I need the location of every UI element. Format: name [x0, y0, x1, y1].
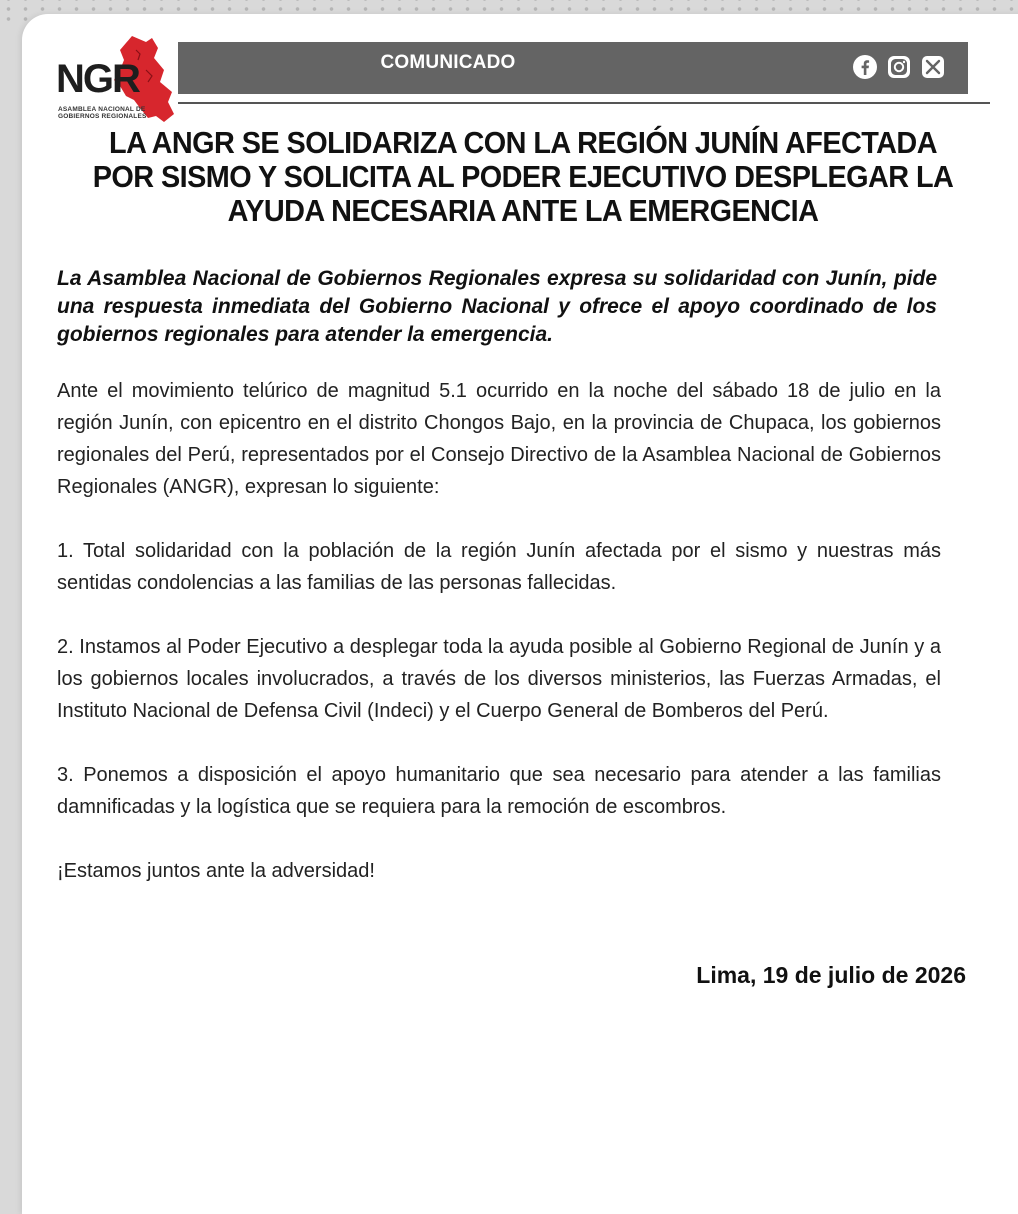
instagram-icon[interactable] — [886, 54, 912, 80]
header-divider — [178, 102, 990, 104]
social-icons — [852, 54, 946, 80]
point-2: 2. Instamos al Poder Ejecutivo a desplegar toda la ayuda posible al Gobierno Regional de Junín y a los gobiernos locales involucrados, a través de los diversos ministerios, las Fuerzas Armadas, el Instituto Nacional de Defensa Civil (Indeci) y el Cuerpo General de Bomberos del Perú. — [57, 636, 941, 722]
facebook-icon[interactable] — [852, 54, 878, 80]
date-line: Lima, 19 de julio de 2026 — [696, 962, 966, 988]
logo-subtitle: ASAMBLEA NACIONAL DE GOBIERNOS REGIONALES — [58, 106, 147, 120]
point-3: 3. Ponemos a disposición el apoyo humanitario que sea necesario para atender a las familias damnificadas y la logística que se requiera para la remoción de escombros. — [57, 764, 941, 818]
angr-logo — [54, 30, 174, 130]
x-icon[interactable] — [920, 54, 946, 80]
point-1: 1. Total solidaridad con la población de la región Junín afectada por el sismo y nuestras más sentidas condolencias a las familias de las personas fallecidas. — [57, 540, 941, 594]
header-bar — [178, 42, 968, 94]
closing-line: ¡Estamos juntos ante la adversidad! — [57, 860, 375, 882]
intro-paragraph: Ante el movimiento telúrico de magnitud 5.1 ocurrido en la noche del sábado 18 de julio en la región Junín, con epicentro en el distrito Chongos Bajo, en la provincia de Chupaca, los gobiernos regionales del Perú, representados por el Consejo Directivo de la Asamblea Nacional de Gobiernos Regionales (ANGR), expresan lo siguiente: — [57, 380, 941, 498]
headline: LA ANGR SE SOLIDARIZA CON LA REGIÓN JUNÍN AFECTADA POR SISMO Y SOLICITA AL PODER EJECUTIVO DESPLEGAR LA AYUDA NECESARIA ANTE LA EMERGENCIA — [92, 125, 954, 228]
svg-text:NGR: NGR — [56, 57, 139, 101]
body-text — [57, 375, 941, 887]
comunicado-label: COMUNICADO — [380, 52, 516, 73]
lede-paragraph: La Asamblea Nacional de Gobiernos Regionales expresa su solidaridad con Junín, pide una respuesta inmediata del Gobierno Nacional y ofrece el apoyo coordinado de los gobiernos regionales para atender la emergencia. — [57, 267, 937, 346]
